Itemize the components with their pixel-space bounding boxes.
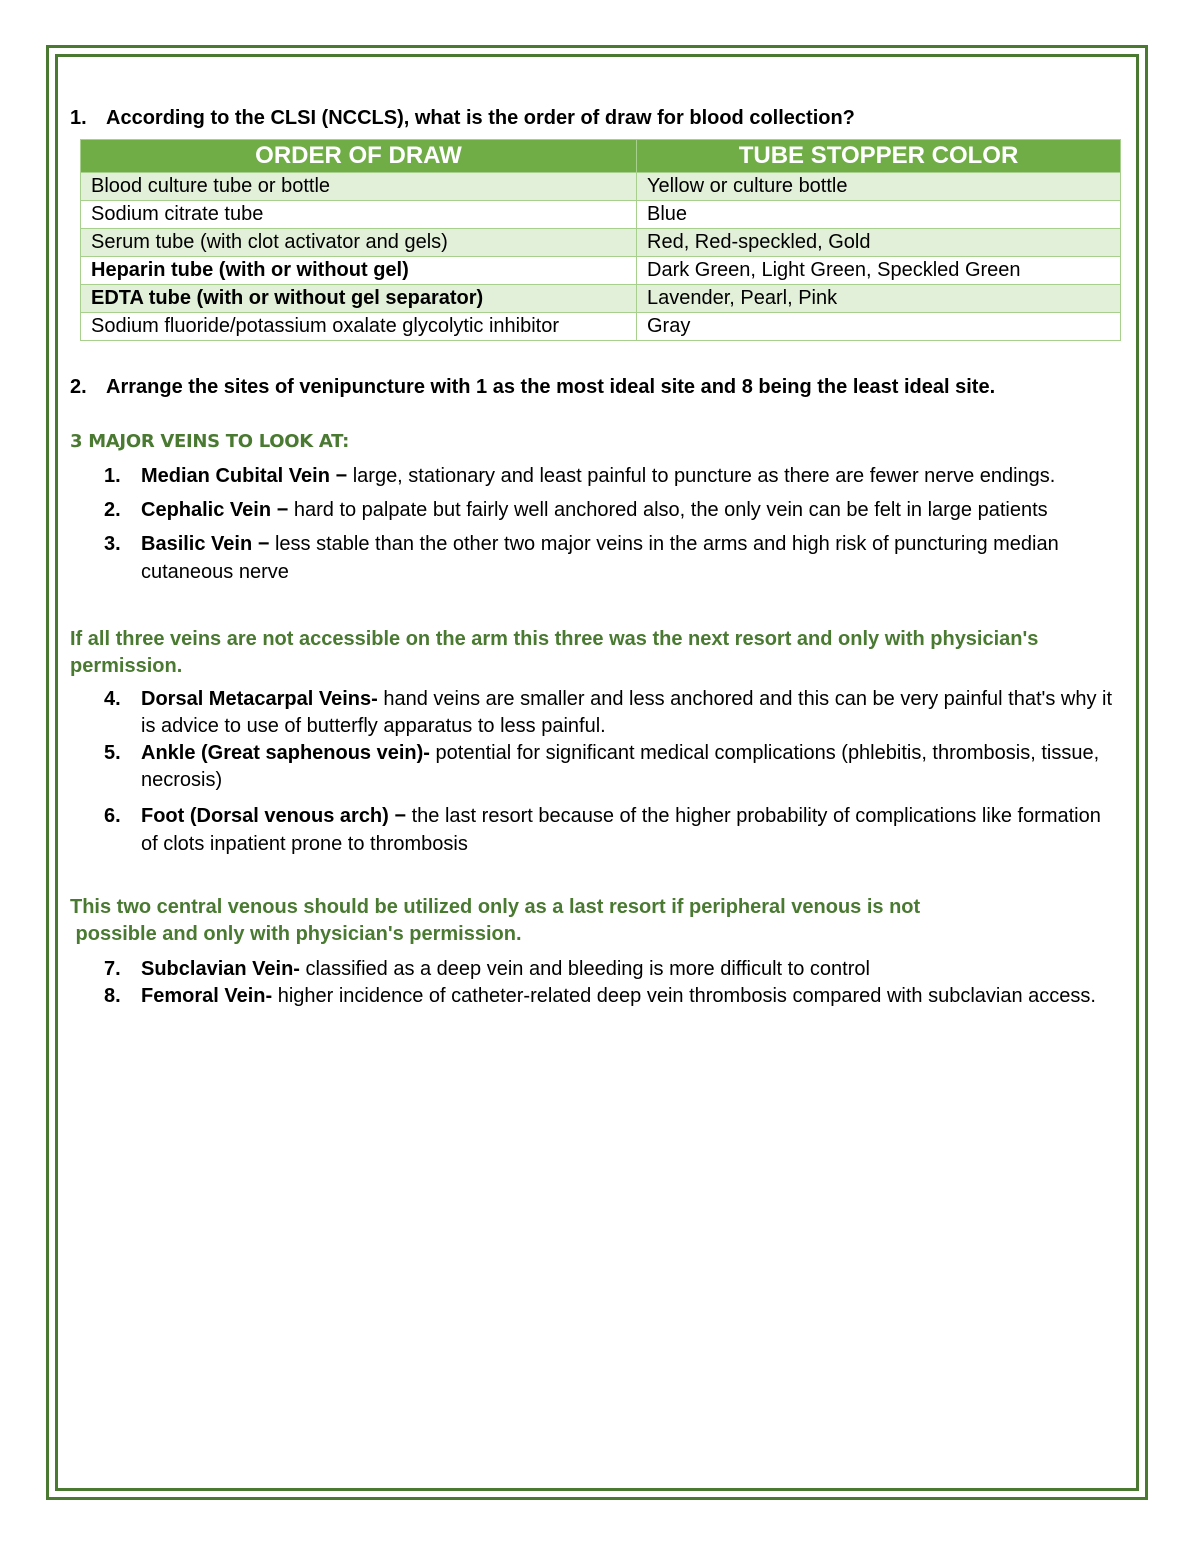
item-number: 1. (104, 465, 121, 487)
list-item (70, 530, 1122, 586)
vein-name: Dorsal Metacarpal Veins- (141, 688, 378, 710)
vein-name: Subclavian Vein- (141, 958, 300, 980)
next-resort-heading: If all three veins are not accessible on the arm this three was the next resort and only with physician's permission. (70, 628, 1039, 677)
central-veins-list (70, 956, 1122, 1010)
item-number: 4. (104, 688, 121, 710)
color-cell: Blue (637, 201, 1121, 229)
central-heading-line-2: possible and only with physician's permission. (70, 923, 522, 945)
draw-cell: Serum tube (with clot activator and gels) (81, 229, 637, 257)
list-item (70, 983, 1122, 1010)
vein-description: hard to palpate but fairly well anchored also, the only vein can be felt in large patients (288, 499, 1048, 521)
vein-name: Median Cubital Vein − (141, 465, 348, 487)
order-of-draw-table (80, 139, 1121, 341)
item-number: 2. (104, 499, 121, 521)
color-cell: Yellow or culture bottle (637, 173, 1121, 201)
vein-name: Ankle (Great saphenous vein)- (141, 742, 430, 764)
list-item (70, 802, 1122, 858)
color-cell: Dark Green, Light Green, Speckled Green (637, 257, 1121, 285)
list-item (70, 686, 1122, 740)
document-content (70, 104, 1122, 1010)
question-1 (70, 104, 1122, 132)
next-veins-list (70, 686, 1122, 858)
table-row (81, 257, 1121, 285)
vein-name: Cephalic Vein − (141, 499, 289, 521)
vein-name: Foot (Dorsal venous arch) − (141, 805, 407, 827)
question-1-text: According to the CLSI (NCCLS), what is the order of draw for blood collection? (106, 107, 855, 129)
major-veins-list (70, 462, 1122, 586)
item-number: 3. (104, 533, 121, 555)
vein-description: the last resort because of the higher probability of complications like formation of clots inpatient prone to thrombosis (141, 805, 1101, 855)
table-header-row (81, 140, 1121, 173)
header-order-of-draw: ORDER OF DRAW (81, 140, 637, 173)
vein-description: less stable than the other two major veins in the arms and high risk of puncturing median cutaneous nerve (141, 533, 1059, 583)
table-row (81, 173, 1121, 201)
color-cell: Gray (637, 313, 1121, 341)
item-number: 6. (104, 805, 121, 827)
list-item (70, 496, 1122, 524)
header-tube-stopper-color: TUBE STOPPER COLOR (637, 140, 1121, 173)
table-row (81, 285, 1121, 313)
vein-description: large, stationary and least painful to puncture as there are fewer nerve endings. (347, 465, 1056, 487)
vein-description: higher incidence of catheter-related deep vein thrombosis compared with subclavian access. (272, 985, 1096, 1007)
vein-description: classified as a deep vein and bleeding is more difficult to control (299, 958, 870, 980)
question-1-number: 1. (70, 107, 87, 129)
list-item (70, 740, 1122, 794)
table-row (81, 201, 1121, 229)
vein-name: Basilic Vein − (141, 533, 270, 555)
table-row (81, 313, 1121, 341)
question-2-number: 2. (70, 376, 87, 398)
draw-cell: EDTA tube (with or without gel separator) (81, 285, 637, 313)
draw-cell: Blood culture tube or bottle (81, 173, 637, 201)
major-veins-heading: 3 MAJOR VEINS TO LOOK AT: (70, 431, 349, 452)
draw-cell: Sodium citrate tube (81, 201, 637, 229)
draw-cell: Sodium fluoride/potassium oxalate glycolytic inhibitor (81, 313, 637, 341)
table-row (81, 229, 1121, 257)
item-number: 8. (104, 985, 121, 1007)
color-cell: Lavender, Pearl, Pink (637, 285, 1121, 313)
item-number: 7. (104, 958, 121, 980)
question-2-text: Arrange the sites of venipuncture with 1 as the most ideal site and 8 being the least ideal site. (106, 376, 996, 398)
list-item (70, 462, 1122, 490)
vein-description: potential for significant medical complications (phlebitis, thrombosis, tissue, necrosis) (141, 742, 1100, 791)
central-venous-heading (70, 894, 1122, 948)
color-cell: Red, Red-speckled, Gold (637, 229, 1121, 257)
draw-cell: Heparin tube (with or without gel) (81, 257, 637, 285)
vein-description: hand veins are smaller and less anchored and this can be very painful that's why it is advice to use of butterfly apparatus to less painful. (141, 688, 1113, 737)
central-heading-line-1: This two central venous should be utilized only as a last resort if peripheral venous is not (70, 896, 921, 918)
item-number: 5. (104, 742, 121, 764)
question-2 (70, 373, 1122, 401)
list-item (70, 956, 1122, 983)
vein-name: Femoral Vein- (141, 985, 273, 1007)
